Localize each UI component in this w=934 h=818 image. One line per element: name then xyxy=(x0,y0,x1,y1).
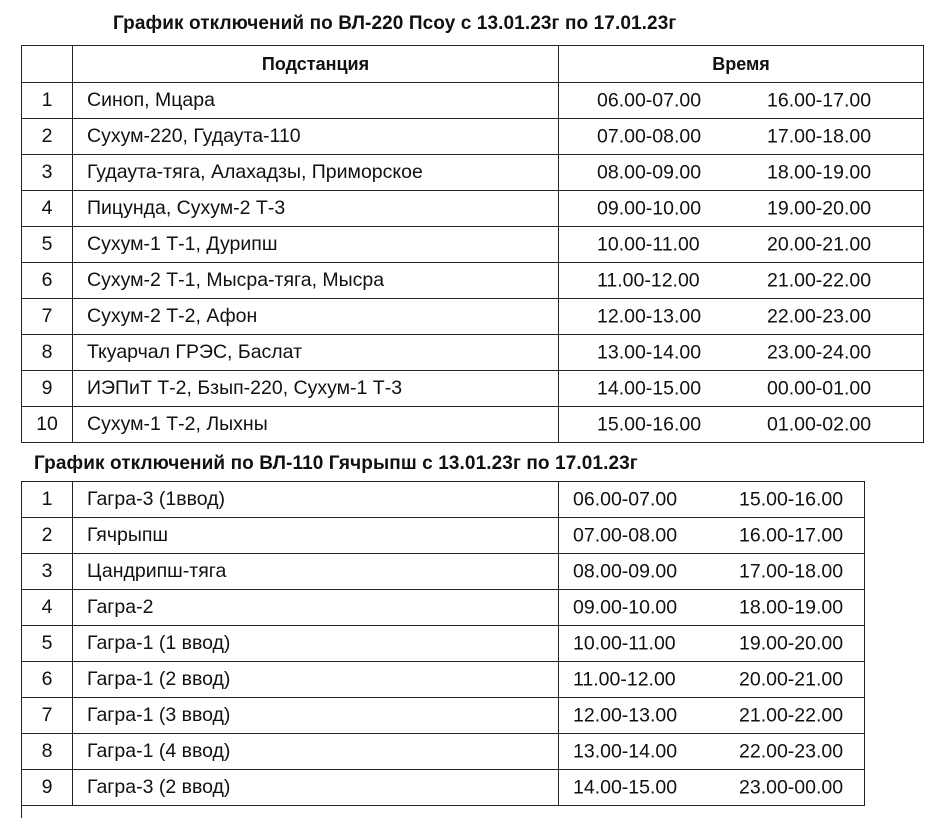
substation-name: Сухум-1 Т-2, Лыхны xyxy=(73,407,559,443)
time-interval-second: 16.00-17.00 xyxy=(767,89,872,111)
time-cell xyxy=(559,482,865,518)
table-row xyxy=(22,770,865,806)
substation-name: Синоп, Мцара xyxy=(73,83,559,119)
substation-name: Пицунда, Сухум-2 Т-3 xyxy=(73,191,559,227)
schedule-title-vl220: График отключений по ВЛ-220 Псоу с 13.01.23г по 17.01.23г xyxy=(113,13,677,34)
table-row xyxy=(22,263,924,299)
table-row xyxy=(22,299,924,335)
time-cell xyxy=(559,299,924,335)
time-interval-first: 08.00-09.00 xyxy=(573,560,678,582)
time-cell xyxy=(559,335,924,371)
row-number: 4 xyxy=(22,191,73,227)
row-number: 3 xyxy=(22,554,73,590)
table-row xyxy=(22,482,865,518)
time-interval-first: 15.00-16.00 xyxy=(597,413,702,435)
time-interval-second: 01.00-02.00 xyxy=(767,413,872,435)
substation-name: Гудаута-тяга, Алахадзы, Приморское xyxy=(73,155,559,191)
time-cell xyxy=(559,371,924,407)
time-interval-first: 10.00-11.00 xyxy=(573,632,676,654)
time-cell xyxy=(559,407,924,443)
time-interval-second: 23.00-00.00 xyxy=(739,776,844,798)
substation-name: Цандрипш-тяга xyxy=(73,554,559,590)
time-interval-second: 17.00-18.00 xyxy=(739,560,844,582)
table-row xyxy=(22,335,924,371)
time-cell xyxy=(559,191,924,227)
time-cell xyxy=(559,518,865,554)
table-row xyxy=(22,191,924,227)
time-interval-first: 09.00-10.00 xyxy=(573,596,678,618)
header-substation: Подстанция xyxy=(73,46,559,83)
substation-name: Сухум-2 Т-1, Мысра-тяга, Мысра xyxy=(73,263,559,299)
time-interval-second: 00.00-01.00 xyxy=(767,377,872,399)
row-number: 1 xyxy=(22,482,73,518)
substation-name: Гячрыпш xyxy=(73,518,559,554)
substation-name: Гагра-1 (3 ввод) xyxy=(73,698,559,734)
table-body xyxy=(22,83,924,443)
row-number: 2 xyxy=(22,119,73,155)
time-cell xyxy=(559,83,924,119)
table-body xyxy=(22,482,865,806)
row-number: 3 xyxy=(22,155,73,191)
time-interval-second: 17.00-18.00 xyxy=(767,125,872,147)
row-number: 9 xyxy=(22,371,73,407)
time-interval-second: 22.00-23.00 xyxy=(767,305,872,327)
table-row xyxy=(22,227,924,263)
row-number: 8 xyxy=(22,335,73,371)
table-row xyxy=(22,554,865,590)
time-interval-second: 22.00-23.00 xyxy=(739,740,844,762)
time-interval-second: 18.00-19.00 xyxy=(767,161,872,183)
table-row xyxy=(22,590,865,626)
substation-name: Гагра-1 (1 ввод) xyxy=(73,626,559,662)
time-interval-second: 19.00-20.00 xyxy=(767,197,872,219)
table-row xyxy=(22,83,924,119)
time-interval-first: 06.00-07.00 xyxy=(573,488,678,510)
substation-name: Сухум-1 Т-1, Дурипш xyxy=(73,227,559,263)
header-time: Время xyxy=(559,46,924,83)
time-interval-first: 14.00-15.00 xyxy=(597,377,702,399)
substation-name: Сухум-2 Т-2, Афон xyxy=(73,299,559,335)
time-interval-first: 13.00-14.00 xyxy=(597,341,702,363)
substation-name: Гагра-1 (2 ввод) xyxy=(73,662,559,698)
substation-name: Ткуарчал ГРЭС, Баслат xyxy=(73,335,559,371)
time-interval-first: 12.00-13.00 xyxy=(573,704,678,726)
time-interval-second: 16.00-17.00 xyxy=(739,524,844,546)
table-border-fragment xyxy=(21,798,22,818)
time-cell xyxy=(559,698,865,734)
row-number: 5 xyxy=(22,626,73,662)
row-number: 8 xyxy=(22,734,73,770)
row-number: 1 xyxy=(22,83,73,119)
table-row xyxy=(22,698,865,734)
table-header-row xyxy=(22,46,924,83)
time-interval-first: 11.00-12.00 xyxy=(573,668,676,690)
time-interval-first: 06.00-07.00 xyxy=(597,89,702,111)
time-cell xyxy=(559,227,924,263)
time-interval-first: 12.00-13.00 xyxy=(597,305,702,327)
time-interval-first: 07.00-08.00 xyxy=(597,125,702,147)
time-cell xyxy=(559,155,924,191)
time-interval-second: 18.00-19.00 xyxy=(739,596,844,618)
time-interval-second: 19.00-20.00 xyxy=(739,632,844,654)
row-number: 6 xyxy=(22,263,73,299)
time-cell xyxy=(559,734,865,770)
header-number xyxy=(22,46,73,83)
time-interval-first: 08.00-09.00 xyxy=(597,161,702,183)
schedule-table-vl220 xyxy=(21,45,924,443)
time-interval-second: 23.00-24.00 xyxy=(767,341,872,363)
time-cell xyxy=(559,662,865,698)
row-number: 2 xyxy=(22,518,73,554)
time-interval-first: 10.00-11.00 xyxy=(597,233,700,255)
row-number: 5 xyxy=(22,227,73,263)
substation-name: Гагра-1 (4 ввод) xyxy=(73,734,559,770)
schedule-title-vl110: График отключений по ВЛ-110 Гячрыпш с 13.01.23г по 17.01.23г xyxy=(34,453,638,474)
table-row xyxy=(22,407,924,443)
time-interval-first: 13.00-14.00 xyxy=(573,740,678,762)
row-number: 4 xyxy=(22,590,73,626)
time-interval-second: 20.00-21.00 xyxy=(767,233,872,255)
time-cell xyxy=(559,770,865,806)
row-number: 7 xyxy=(22,698,73,734)
row-number: 9 xyxy=(22,770,73,806)
time-cell xyxy=(559,263,924,299)
time-cell xyxy=(559,626,865,662)
substation-name: Сухум-220, Гудаута-110 xyxy=(73,119,559,155)
time-interval-first: 11.00-12.00 xyxy=(597,269,700,291)
time-interval-first: 09.00-10.00 xyxy=(597,197,702,219)
time-interval-first: 07.00-08.00 xyxy=(573,524,678,546)
table-row xyxy=(22,119,924,155)
table-row xyxy=(22,626,865,662)
schedule-table-vl110 xyxy=(21,481,865,806)
time-cell xyxy=(559,590,865,626)
time-interval-second: 20.00-21.00 xyxy=(739,668,844,690)
table-row xyxy=(22,662,865,698)
time-interval-first: 14.00-15.00 xyxy=(573,776,678,798)
table-row xyxy=(22,734,865,770)
row-number: 7 xyxy=(22,299,73,335)
time-cell xyxy=(559,554,865,590)
time-interval-second: 15.00-16.00 xyxy=(739,488,844,510)
substation-name: Гагра-3 (2 ввод) xyxy=(73,770,559,806)
row-number: 10 xyxy=(22,407,73,443)
substation-name: Гагра-2 xyxy=(73,590,559,626)
row-number: 6 xyxy=(22,662,73,698)
substation-name: ИЭПиТ Т-2, Бзып-220, Сухум-1 Т-3 xyxy=(73,371,559,407)
time-interval-second: 21.00-22.00 xyxy=(767,269,872,291)
table-row xyxy=(22,518,865,554)
time-interval-second: 21.00-22.00 xyxy=(739,704,844,726)
time-cell xyxy=(559,119,924,155)
substation-name: Гагра-3 (1ввод) xyxy=(73,482,559,518)
table-row xyxy=(22,155,924,191)
table-row xyxy=(22,371,924,407)
